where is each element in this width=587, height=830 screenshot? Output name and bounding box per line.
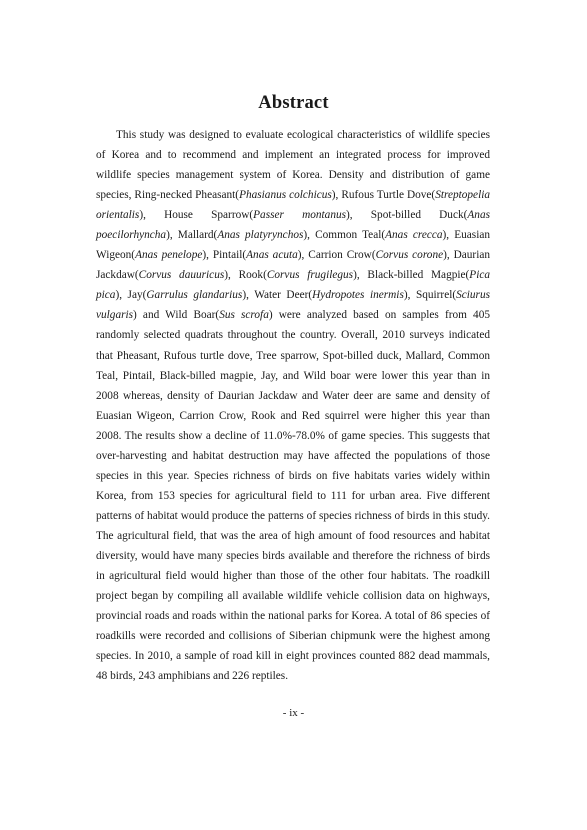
abstract-paragraph (96, 125, 490, 686)
species-name: Anas poecilorhyncha (96, 209, 490, 242)
abstract-text: ) and Wild Boar( (133, 309, 220, 322)
abstract-text: ), Mallard( (166, 229, 218, 242)
abstract-text: ), Pintail( (202, 249, 247, 262)
species-name: Anas crecca (385, 229, 443, 242)
abstract-text: ), Water Deer( (242, 289, 313, 302)
abstract-text: ), Rufous Turtle Dove( (331, 189, 436, 202)
abstract-text: ), House Sparrow( (139, 209, 254, 222)
species-name: Corvus corone (375, 249, 444, 262)
page-title: Abstract (258, 93, 329, 113)
species-name: Corvus dauuricus (138, 269, 225, 282)
abstract-text: ), Rook( (224, 269, 267, 282)
species-name: Sus scrofa (219, 309, 269, 322)
abstract-text: ), Spot-billed Duck( (346, 209, 468, 222)
abstract-text: ), Daurian Jackdaw( (96, 249, 490, 282)
abstract-text: ) were analyzed based on samples from 405 randomly selected quadrats throughout the country. Overall, 2010 surveys indicated that Pheasant, Rufous turtle dove, Tree sparrow, Spot-billed duck, Mallard, Common Teal, Pintail, Black-billed magpie, Jay, and Wild boar were lower this year than in 2008 whereas, density of Daurian Jackdaw and Water deer are same and density of Euasian Wigeon, Carrion Crow, Rook and Red squirrel were higher this year than 2008. The results show a decline of 11.0%-78.0% of game species. This suggests that over-harvesting and habitat destruction may have affected the populations of those species in this year. Species richness of birds on five habitats varies widely within Korea, from 153 species for agricultural field to 111 for urban area. Five different patterns of habitat would produce the patterns of species richness of birds in this study. The agricultural field, that was the area of high amount of food resources and habitat diversity, would have many species birds available and therefore the richness of birds in agricultural field would higher than those of the other four habitats. The roadkill project began by compiling all available wildlife vehicle collision data on highways, provincial roads and roads within the national parks for Korea. A total of 86 species of roadkills were recorded and collisions of Siberian chipmunk were the highest among species. In 2010, a sample of road kill in eight provinces counted 882 dead mammals, 48 birds, 243 amphibians and 226 reptiles. (96, 309, 490, 683)
species-name: Sciurus vulgaris (96, 289, 491, 322)
abstract-text: ), Squirrel( (403, 289, 457, 302)
abstract-text: ), Black-billed Magpie( (353, 269, 470, 282)
abstract-text: ), Common Teal( (303, 229, 386, 242)
species-name: Streptopelia orientalis (96, 189, 490, 222)
abstract-text: This study was designed to evaluate ecological characteristics of wildlife species of Korea and to recommend and implement an integrated process for improved wildlife species management system of Korea. Density and distribution of game species, Ring-necked Pheasant( (96, 129, 490, 202)
species-name: Hydropotes inermis (312, 289, 404, 302)
species-name: Anas platyrynchos (217, 229, 304, 242)
species-name: Passer montanus (253, 209, 347, 222)
species-name: Pica pica (96, 269, 490, 302)
abstract-text: ), Euasian Wigeon( (96, 229, 490, 262)
abstract-text: ), Carrion Crow( (297, 249, 376, 262)
species-name: Garrulus glandarius (146, 289, 243, 302)
species-name: Anas penelope (135, 249, 203, 262)
species-name: Phasianus colchicus (239, 189, 332, 202)
species-name: Corvus frugilegus (266, 269, 354, 282)
species-name: Anas acuta (246, 249, 298, 262)
page-number: - ix - (282, 707, 305, 719)
abstract-text: ), Jay( (115, 289, 147, 302)
